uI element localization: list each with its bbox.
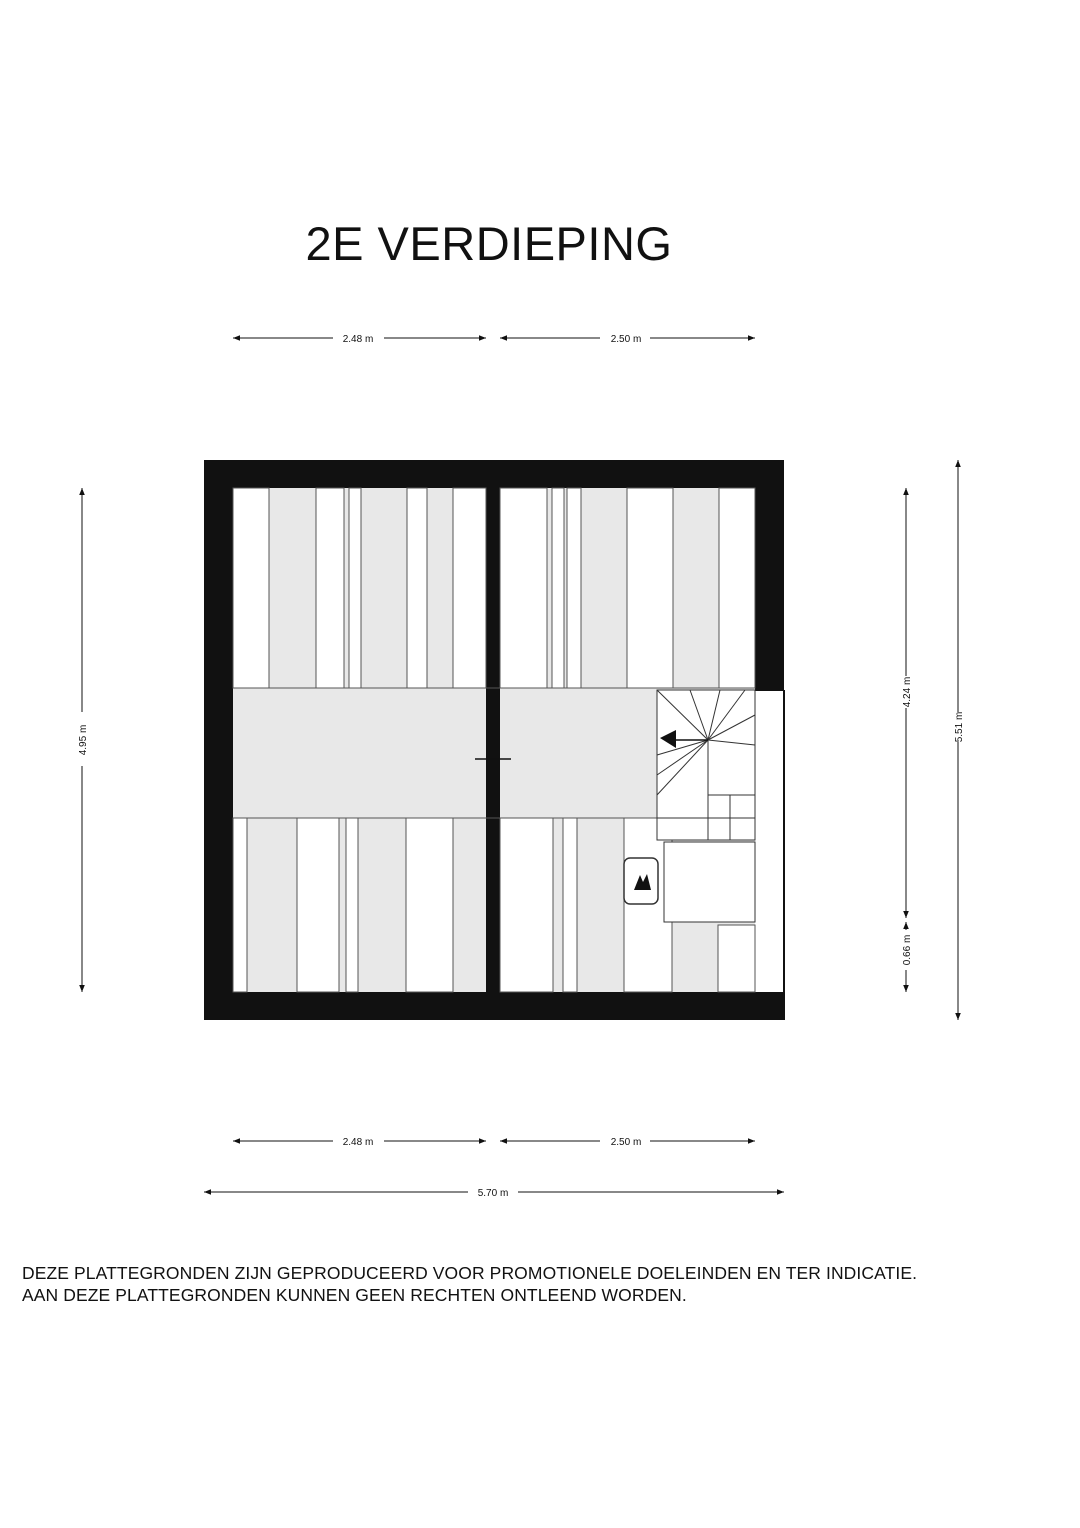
dim-right-total: 5.51 m	[954, 711, 965, 743]
dim-top-left: 2.48 m	[342, 334, 374, 345]
dim-right-inner: 4.24 m	[902, 676, 913, 708]
disclaimer-line-2: AAN DEZE PLATTEGRONDEN KUNNEN GEEN RECHTEN ONTLEEND WORDEN.	[22, 1285, 687, 1305]
dim-bottom-total: 5.70 m	[477, 1188, 509, 1199]
page-title: 2E VERDIEPING	[305, 217, 673, 270]
dim-bottom-left: 2.48 m	[342, 1137, 374, 1148]
staircase	[657, 690, 755, 922]
dim-right-small: 0.66 m	[902, 934, 913, 966]
disclaimer-line-1: DEZE PLATTEGRONDEN ZIJN GEPRODUCEERD VOOR PROMOTIONELE DOELEINDEN EN TER INDICATIE.	[22, 1263, 918, 1283]
dim-top-right: 2.50 m	[610, 334, 642, 345]
flame-icon	[624, 858, 658, 904]
dim-left-height: 4.95 m	[78, 724, 89, 756]
dim-bottom-right: 2.50 m	[610, 1137, 642, 1148]
disclaimer	[22, 1262, 1072, 1306]
